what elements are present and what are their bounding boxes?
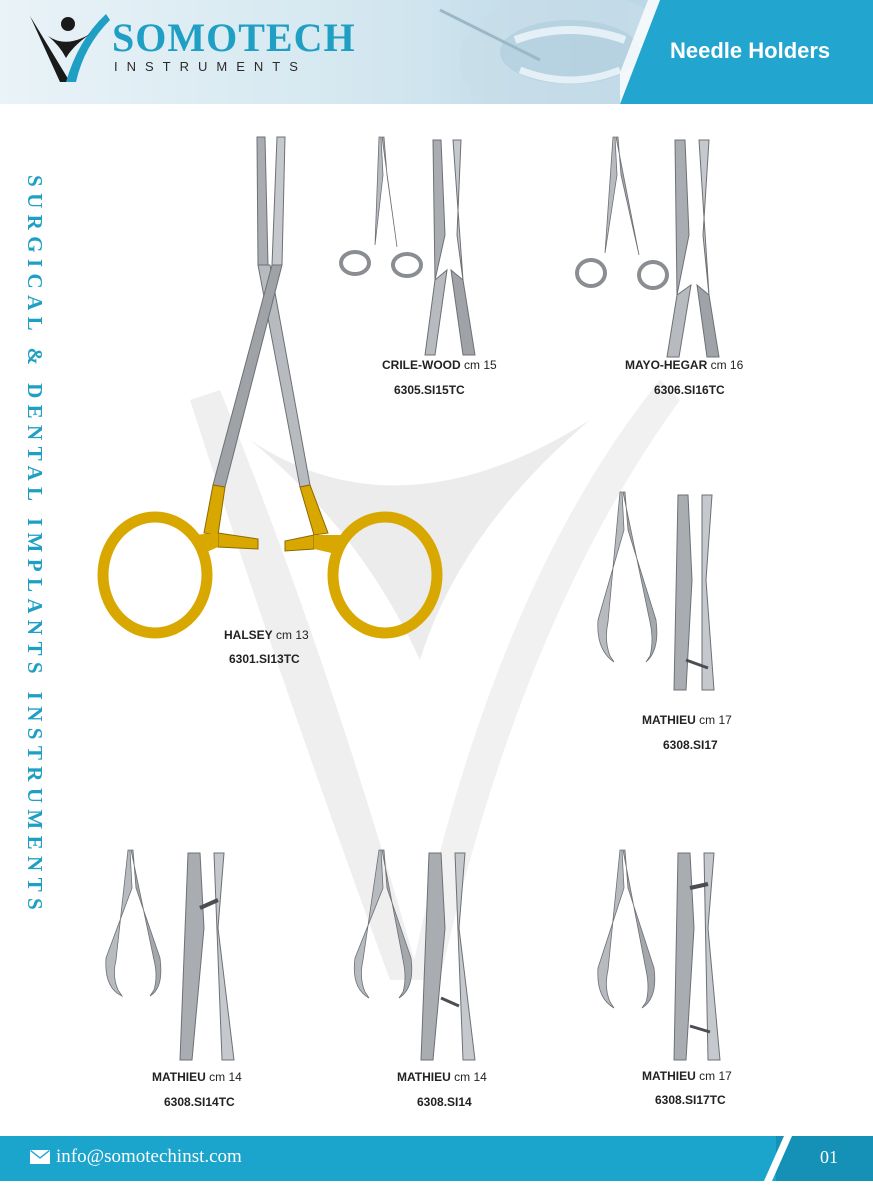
- page-header: [0, 0, 873, 104]
- page-number: 01: [820, 1147, 838, 1167]
- product-size: cm 17: [699, 713, 732, 727]
- product-title: MATHIEU: [642, 713, 696, 727]
- product-mathieu-14: [345, 848, 545, 1113]
- product-name: [642, 1070, 732, 1082]
- mathieu-14-needle-holder-image: [345, 848, 545, 1063]
- product-size: cm 13: [276, 628, 309, 642]
- product-title: MATHIEU: [152, 1070, 206, 1084]
- product-code: 6308.SI14: [417, 1095, 472, 1109]
- product-code: 6308.SI17: [663, 738, 718, 752]
- product-name: [642, 714, 732, 726]
- somotech-logo-icon: [26, 10, 110, 92]
- product-title: HALSEY: [224, 628, 273, 642]
- product-code: 6301.SI13TC: [229, 652, 300, 666]
- footer-email-link[interactable]: info@somotechinst.com: [56, 1146, 242, 1167]
- product-size: cm 15: [464, 358, 497, 372]
- product-title: MATHIEU: [397, 1070, 451, 1084]
- mail-icon: [30, 1150, 50, 1164]
- sidebar-vertical-title: SURGICAL & DENTAL IMPLANTS INSTRUMENTS: [23, 175, 47, 917]
- section-title: Needle Holders: [670, 38, 831, 63]
- brand-subtitle: INSTRUMENTS: [114, 59, 307, 74]
- product-title: CRILE-WOOD: [382, 358, 461, 372]
- product-size: cm 14: [209, 1070, 242, 1084]
- product-title: MAYO-HEGAR: [625, 358, 708, 372]
- brand-name: SOMOTECH: [112, 15, 356, 60]
- mathieu-17-needle-holder-image: [590, 490, 790, 705]
- product-name: [224, 629, 309, 641]
- product-mathieu-14tc: [100, 848, 300, 1113]
- product-name: [625, 359, 743, 371]
- product-mathieu-17: [590, 490, 790, 760]
- mathieu-14tc-needle-holder-image: [100, 848, 300, 1063]
- product-mathieu-17tc: [590, 848, 790, 1113]
- product-crile-wood: [335, 135, 535, 400]
- product-title: MATHIEU: [642, 1069, 696, 1083]
- product-code: 6305.SI15TC: [394, 383, 465, 397]
- product-code: 6308.SI14TC: [164, 1095, 235, 1109]
- product-code: 6306.SI16TC: [654, 383, 725, 397]
- product-size: cm 14: [454, 1070, 487, 1084]
- mayo-hegar-needle-holder-image: [575, 135, 775, 360]
- bottom-margin: [0, 1181, 873, 1193]
- mathieu-17tc-needle-holder-image: [590, 848, 790, 1063]
- product-name: [382, 359, 497, 371]
- product-name: [152, 1071, 242, 1083]
- product-size: cm 16: [710, 358, 744, 372]
- product-size: cm 17: [699, 1069, 732, 1083]
- product-code: 6308.SI17TC: [655, 1093, 726, 1107]
- footer-divider-stripe: [758, 1136, 798, 1181]
- product-name: [397, 1071, 487, 1083]
- product-mayo-hegar: [575, 135, 775, 400]
- crile-wood-needle-holder-image: [335, 135, 535, 360]
